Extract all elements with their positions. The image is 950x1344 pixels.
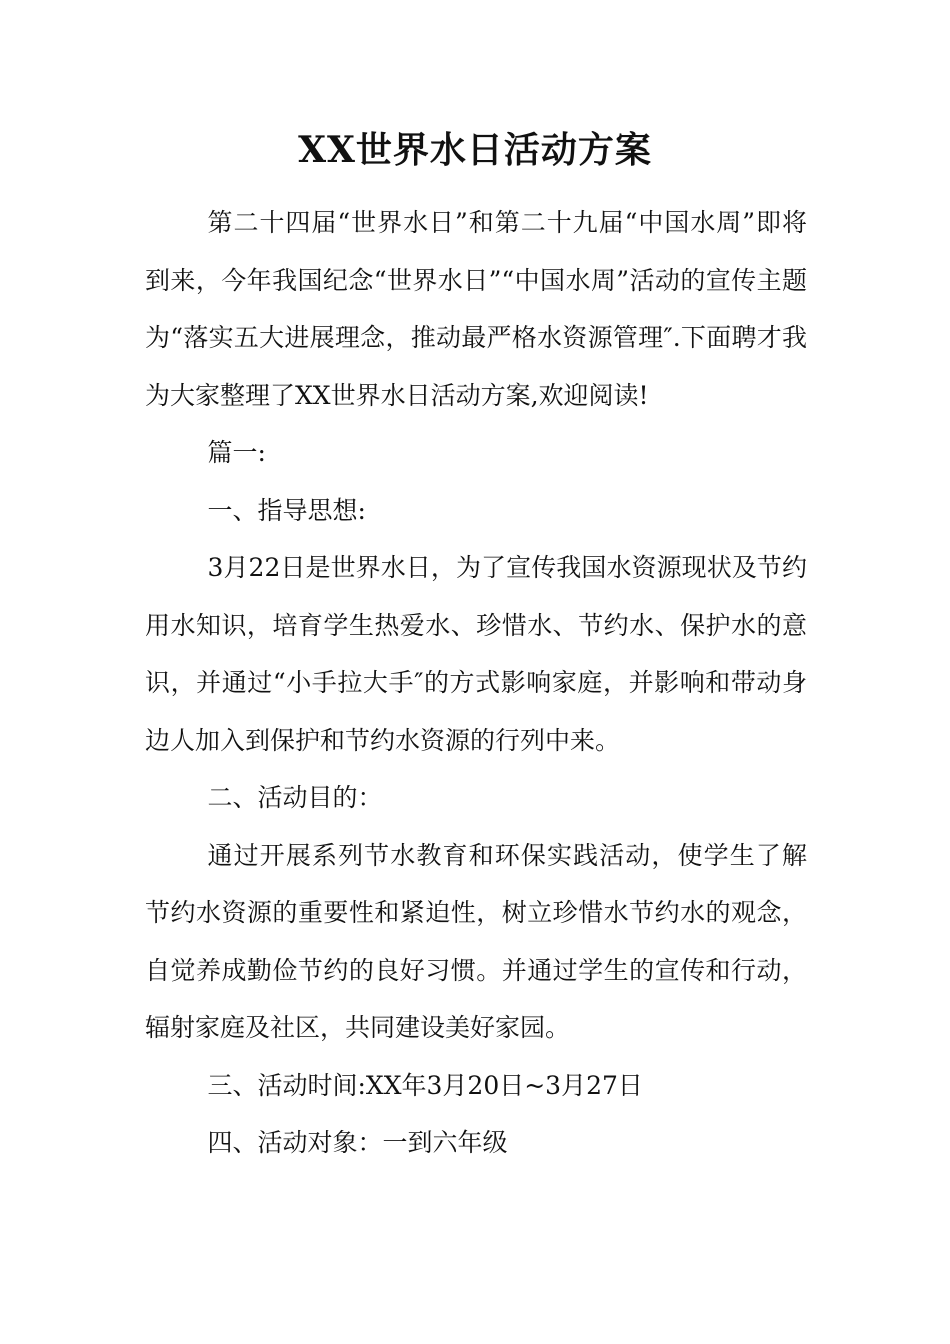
- document-title: XX世界水日活动方案: [298, 129, 652, 171]
- section-heading-purpose: 二、活动目的：: [207, 783, 383, 812]
- guiding-idea-paragraph: 3月22日是世界水日，为了宣传我国水资源现状及节约用水知识，培育学生热爱水、珍惜水、节约水、保护水的意识，并通过“小手拉大手″的方式影响家庭，并影响和带动身边人加入到保护和节约水资源的行列中来。: [145, 553, 807, 755]
- intro-paragraph: 第二十四届“世界水日”和第二十九届“中国水周”即将到来，今年我国纪念“世界水日”“中国水周”活动的宣传主题为“落实五大进展理念，推动最严格水资源管理″.下面聘才我为大家整理了XX世界水日活动方案,欢迎阅读!: [145, 208, 807, 410]
- activity-time-line: 三、活动时间:XX年3月20日~3月27日: [207, 1070, 643, 1100]
- activity-target-line: 四、活动对象：一到六年级: [207, 1128, 508, 1157]
- section-heading-part-one: 篇一:: [207, 438, 266, 467]
- section-heading-guiding-idea: 一、指导思想:: [207, 495, 366, 525]
- document-body: [145, 194, 807, 1172]
- purpose-paragraph: 通过开展系列节水教育和环保实践活动，使学生了解节约水资源的重要性和紧迫性，树立珍惜水节约水的观念，自觉养成勤俭节约的良好习惯。并通过学生的宣传和行动，辐射家庭及社区，共同建设美好家园。: [145, 840, 807, 1042]
